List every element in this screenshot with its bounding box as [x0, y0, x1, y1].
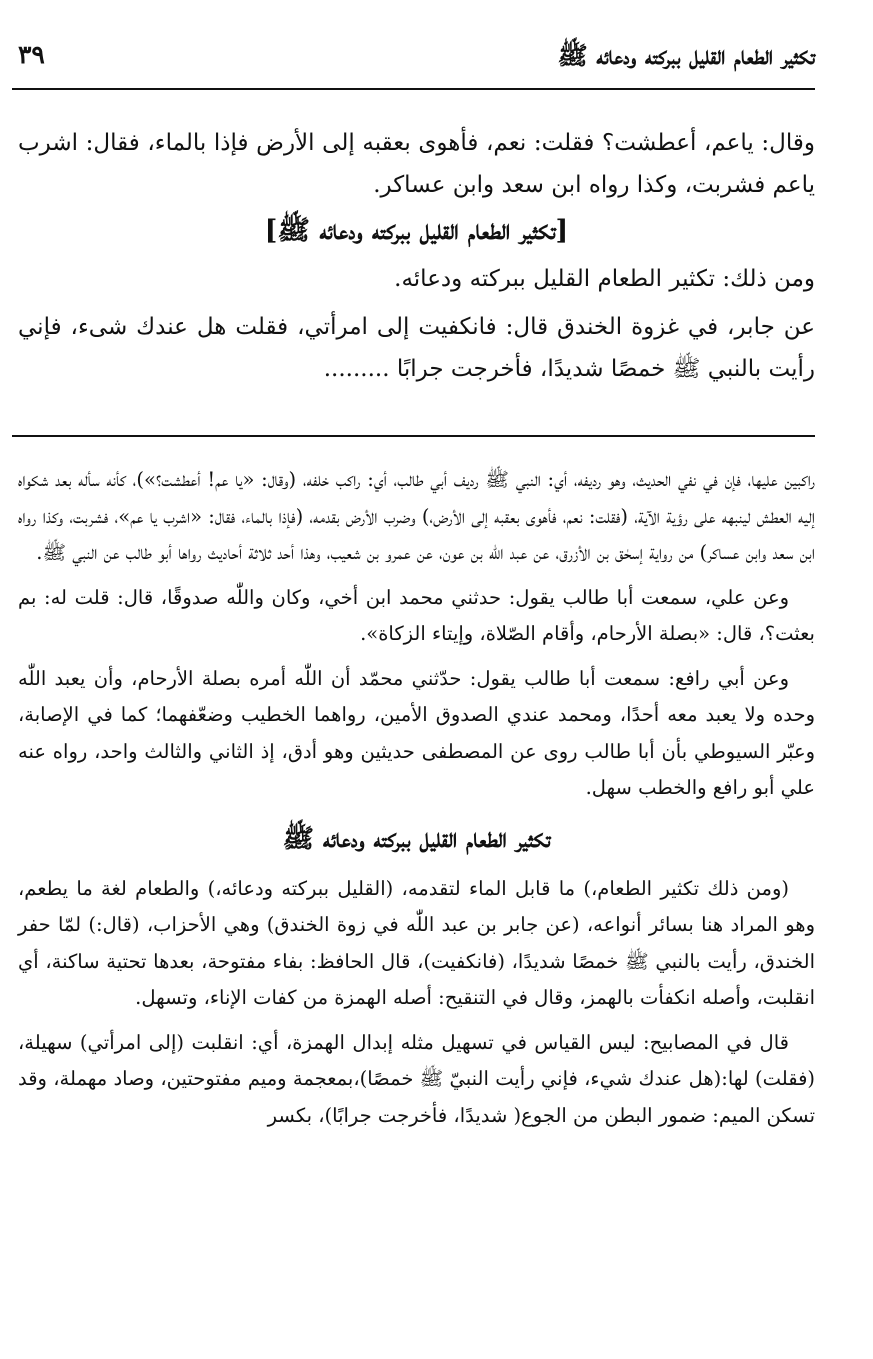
main-paragraph-1: وقال: ياعم، أعطشت؟ فقلت: نعم، فأهوى بعقبه إلى الأرض فإذا بالماء، فقال: اشرب ياعم فشربت، وكذا رواه ابن سعد وابن عساكر. [18, 130, 815, 198]
commentary-paragraph-2: وعن علي، سمعت أبا طالب يقول: حدثني محمد ابن أخي، وكان واللّٰه صدوقًا، قال: قلت له: بم بعثت؟، قال: «بصلة الأرحام، وأقام الصّلاة، وإيتاء الزكاة». [18, 585, 815, 645]
main-paragraph-2: ومن ذلك: تكثير الطعام القليل ببركته ودعائه. [394, 266, 815, 292]
commentary-text [18, 462, 815, 1142]
main-text [18, 122, 815, 390]
commentary-paragraph-4: (ومن ذلك تكثير الطعام،) ما قابل الماء لتقدمه، (القليل ببركته ودعائه،) والطعام لغة ما يطعم، وهو المراد هنا بسائر أنواعه، (عن جابر بن عبد اللّٰه في زوة الخندق) وهي الأحزاب، (قال:) لمّا حفر الخندق، رأيت بالنبي ﷺ خمصًا شديدًا، (فانكفيت)، قال الحافظ: بفاء مفتوحة، بعدها تحتية ساكنة، أي انقلبت، وأصله انكفأت بالهمز، وقال في التنقيح: أصله الهمزة من كفات الإناء، وتسهل. [18, 876, 815, 1009]
running-title: تكثير الطعام القليل ببركته ودعائه ﷺ [557, 41, 815, 70]
commentary-paragraph-3: وعن أبي رافع: سمعت أبا طالب يقول: حدّثني محمّد أن اللّٰه أمره بصلة الأرحام، وأن يعبد اللّٰه وحده ولا يعبد معه أحدًا، ومحمد عندي الصدوق الأمين، رواهما الخطيب وضعّفهما؛ كما في الإصابة، وعبّر السيوطي بأن أبا طالب روى عن المصطفى حديثين وهو أدق، إذ الثاني والثالث واحد، رواه عنه علي أبو رافع والخطب سهل. [18, 666, 815, 799]
main-paragraph-3 [18, 306, 815, 390]
text-separator-rule [12, 435, 815, 437]
page-number: ٣٩ [18, 40, 45, 69]
ellipsis-dots: ......... [323, 356, 390, 382]
main-paragraph-3-text: عن جابر، في غزوة الخندق قال: فانكفيت إلى امرأتي، فقلت هل عندك شىء، فإني رأيت بالنبي ﷺ خمصًا شديدًا، فأخرجت جرابًا [18, 314, 815, 382]
running-header [12, 36, 815, 90]
commentary-paragraph-1: راكبين عليها، فإن في نفي الحديث، وهو رديفه، أي: النبي ﷺ رديف أبي طالب، أي: راكب خلفه، (وقال: «يا عم! أعطشت؟»)، كأنه سأله بعد شكواه إليه العطش لينبهه على رؤية الآية، (فقلت: نعم، فأهوى بعقبه إلى الأرض،) وضرب الأرض بقدمه، (فإذا بالماء، فقال: «اشرب يا عم»، فشربت، وكذا رواه ابن سعد وابن عساكر) من رواية إسحٰق بن الأزرق، عن عبد اللّٰه بن عون، عن عمرو بن شعيب، وهذا أحد ثلاثة أحاديث رواها أبو طالب عن النبي ﷺ. [18, 468, 815, 564]
section-heading: [تكثير الطعام القليل ببركته ودعائه ﷺ] [264, 215, 569, 246]
commentary-heading: تكثير الطعام القليل ببركته ودعائه ﷺ [282, 823, 551, 854]
commentary-paragraph-5: قال في المصابيح: ليس القياس في تسهيل مثله إبدال الهمزة، أي: انقلبت (إلى امرأتي) سهيلة،(فقلت) لها:(هل عندك شيء، فإني رأيت النبيّ ﷺ خمصًا)،بمعجمة وميم مفتوحتين، وصاد مهملة، وقد تسكن الميم: ضمور البطن من الجوع( شديدًا، فأخرجت جرابًا)، بكسر [18, 1030, 815, 1127]
